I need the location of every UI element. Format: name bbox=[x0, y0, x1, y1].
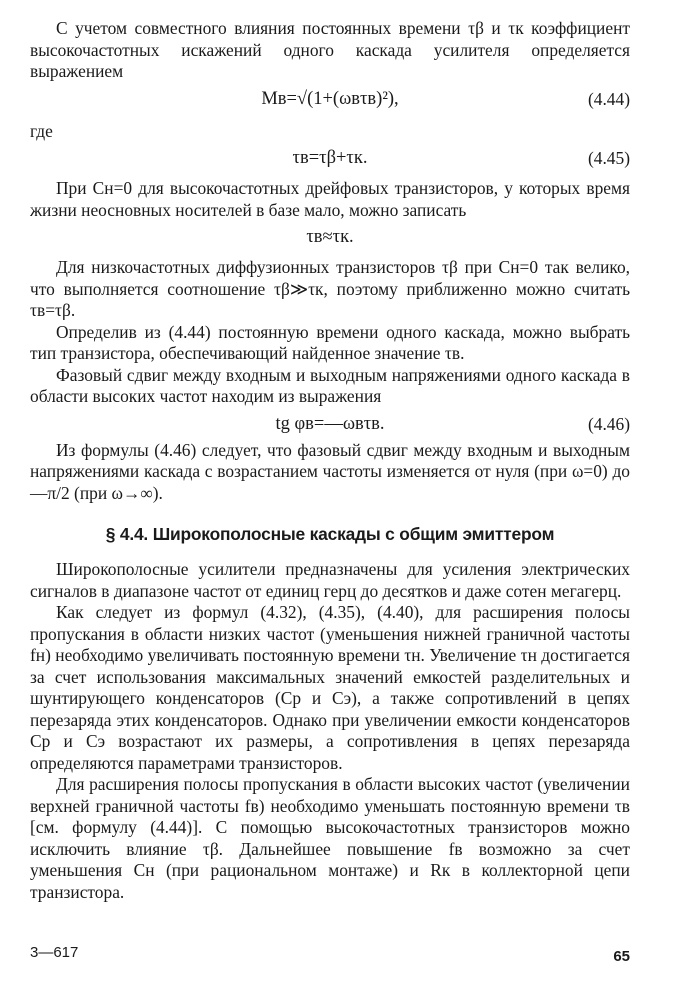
equation-approx-formula: τв≈τк. bbox=[306, 227, 354, 247]
paragraph-2: При Cн=0 для высокочастотных дрейфовых транзисторов, у которых время жизни неосновных носителей в базе мало, можно записать bbox=[30, 178, 630, 220]
equation-4-45-number: (4.45) bbox=[587, 148, 630, 168]
equation-4-45 bbox=[30, 142, 630, 174]
equation-4-44 bbox=[30, 83, 630, 115]
paragraph-3: Для низкочастотных диффузионных транзисторов τβ при Cн=0 так велико, что выполняется соотношение τβ≫τк, поэтому приближенно можно считать τв=τβ. bbox=[30, 257, 630, 320]
paragraph-5: Фазовый сдвиг между входным и выходным напряжениями одного каскада в области высоких частот находим из выражения bbox=[30, 364, 630, 406]
where-word: где bbox=[30, 120, 53, 141]
equation-4-46 bbox=[30, 408, 630, 440]
paragraph-6: Из формулы (4.46) следует, что фазовый сдвиг между входным и выходным напряжениями каскада с возрастанием частоты изменяется от нуля (при ω=0) до —π/2 (при ω→∞). bbox=[30, 439, 630, 503]
paragraph-9: Для расширения полосы пропускания в области высоких частот (увеличении верхней граничной частоты fв) необходимо уменьшать постоянную времени τв [см. формулу (4.44)]. С помощью высокочастотных транзисторов можно исключить влияние τβ. Дальнейшее повышение fв возможно за счет уменьшения Cн (при рациональном монтаже) и Rк в коллекторной цепи транзистора. bbox=[30, 774, 630, 902]
equation-4-46-number: (4.46) bbox=[587, 413, 630, 434]
section-title: § 4.4. Широкополосные каскады с общим эмиттером bbox=[105, 524, 555, 544]
equation-4-46-formula: tg φв=—ωвτв. bbox=[275, 413, 385, 434]
paragraph-1: С учетом совместного влияния постоянных времени τβ и τк коэффициент высокочастотных искажений одного каскада усилителя определяется выражением bbox=[30, 18, 630, 81]
paragraph-7: Широкополосные усилители предназначены для усиления электрических сигналов в диапазоне частот от единиц герц до десятков и даже сотен мегагерц. bbox=[30, 559, 630, 601]
equation-4-44-formula: Mв=√(1+(ωвτв)²), bbox=[261, 88, 399, 109]
paragraph-4: Определив из (4.44) постоянную времени одного каскада, можно выбрать тип транзистора, обеспечивающий найденное значение τв. bbox=[30, 321, 630, 363]
page-number: 65 bbox=[613, 948, 630, 965]
paragraph-8: Как следует из формул (4.32), (4.35), (4.40), для расширения полосы пропускания в области низких частот (уменьшения нижней граничной частоты fн) необходимо увеличивать постоянную времени τн. Увеличение τн достигается за счет использования максимальных значений емкостей разделительных и шунтирующего конденсаторов (Cр и Cэ), а также сопротивлений в цепях перезаряда этих конденсаторов. Однако при увеличении емкости конденсаторов Cр и Cэ возрастают их размеры, а сопротивления в цепях перезаряда определяются параметрами транзисторов. bbox=[30, 602, 630, 773]
equation-4-44-number: (4.44) bbox=[587, 88, 630, 109]
equation-4-45-formula: τв=τβ+τк. bbox=[292, 148, 368, 168]
signature-mark: 3—617 bbox=[30, 944, 79, 961]
equation-approx bbox=[30, 221, 630, 253]
page-content bbox=[30, 18, 630, 903]
